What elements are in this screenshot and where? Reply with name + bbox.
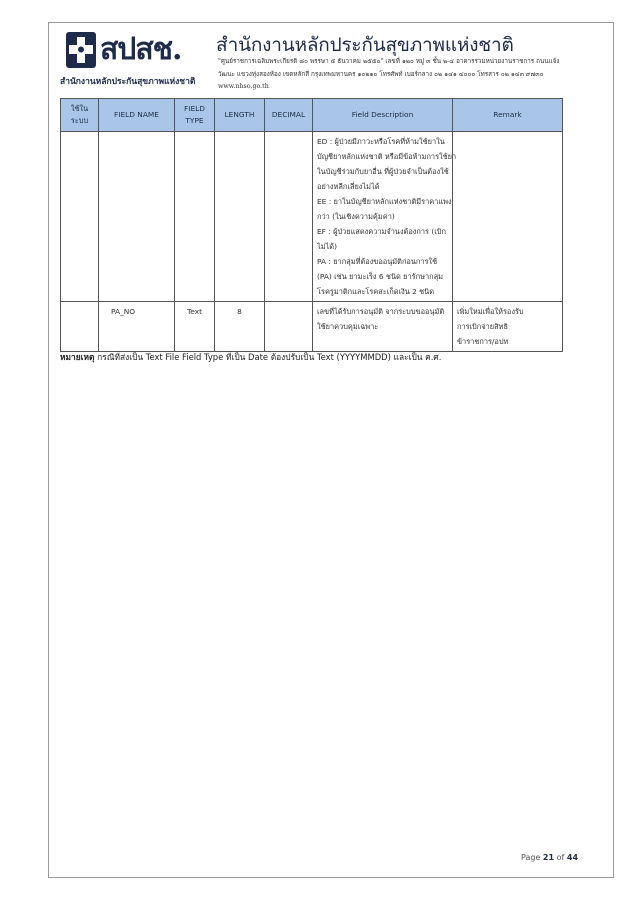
- col-header-description: Field Description: [313, 99, 453, 132]
- website-link[interactable]: www.nhso.go.th: [218, 83, 269, 90]
- cell-decimal: [265, 302, 313, 352]
- description-line: กว่า (ในเชิงความคุ้มค่า): [317, 212, 395, 221]
- logo-subtitle: สำนักงานหลักประกันสุขภาพแห่งชาติ: [60, 77, 196, 87]
- nhso-logo: [58, 28, 196, 90]
- page-indicator: [521, 853, 578, 862]
- cell-description: [313, 132, 457, 302]
- description-line: EE : ยาในบัญชียาหลักแห่งชาติมีราคาแพง: [317, 197, 452, 206]
- cell-field-type: [175, 132, 215, 302]
- description-line: (PA) เช่น ยามะเร็ง 6 ชนิด ยารักษากลุ่ม: [317, 272, 443, 281]
- page-of: of: [556, 853, 565, 862]
- page-number: 21: [542, 853, 555, 862]
- field-spec-table: [60, 98, 563, 352]
- col-header-length: LENGTH: [215, 99, 265, 132]
- remark-line: เพิ่มใหม่เพื่อให้รองรับ: [457, 307, 524, 316]
- description-line: ED : ผู้ป่วยมีภาวะหรือโรคที่ห้ามใช้ยาใน: [317, 137, 445, 146]
- page-total: 44: [566, 853, 579, 862]
- page-prefix: Page: [521, 853, 541, 862]
- description-line: เลขที่ได้รับการอนุมัติ จากระบบขออนุมัติ: [317, 307, 445, 316]
- cell-system: [61, 302, 99, 352]
- cell-field-name: [99, 132, 175, 302]
- footnote: [60, 350, 441, 364]
- cell-description: [313, 302, 453, 352]
- nhso-emblem-icon: [66, 32, 96, 68]
- col-header-decimal: DECIMAL: [265, 99, 313, 132]
- col-header-system: ใช้ใน ระบบ: [61, 99, 99, 132]
- cell-length: [215, 132, 265, 302]
- cell-remark: [453, 132, 563, 302]
- footnote-label: หมายเหตุ: [60, 352, 95, 362]
- description-line: ในบัญชีร่วมกับยาอื่น ที่ผู้ป่วยจำเป็นต้องใช้: [317, 167, 449, 176]
- description-line: โรครูมาติกและโรคสะเก็ดเงิน 2 ชนิด: [317, 287, 435, 296]
- cell-field-name: PA_NO: [99, 302, 175, 352]
- remark-line: การเบิกจ่ายสิทธิ: [457, 322, 508, 331]
- remark-line: ข้าราชการ/อปท: [457, 337, 509, 346]
- cell-field-type: Text: [175, 302, 215, 352]
- cell-system: [61, 132, 99, 302]
- col-header-field-type: FIELD TYPE: [175, 99, 215, 132]
- cell-length: 8: [215, 302, 265, 352]
- address-line-2: วัฒนะ แขวงทุ่งสองห้อง เขตหลักสี่ กรุงเทพมหานคร ๑๐๒๑๐ โทรศัพท์ เบอร์กลาง ๐๒ ๑๔๑ ๔๐๐๐ โทรสาร ๐๒ ๑๔๓ ๙๗๓๐: [218, 71, 544, 78]
- organization-title: สำนักงานหลักประกันสุขภาพแห่งชาติ: [216, 34, 514, 56]
- cell-decimal: [265, 132, 313, 302]
- description-line: ไม่ได้): [317, 242, 337, 251]
- table-header-row: [61, 99, 563, 132]
- table-row: [61, 302, 563, 352]
- description-line: ใช้ยาควบคุมเฉพาะ: [317, 322, 379, 331]
- description-line: EF : ผู้ป่วยแสดงความจำนงต้องการ (เบิก: [317, 227, 446, 236]
- col-header-field-name: FIELD NAME: [99, 99, 175, 132]
- description-line: อย่างหลีกเลี่ยงไม่ได้: [317, 182, 380, 191]
- description-line: PA : ยากลุ่มที่ต้องขออนุมัติก่อนการใช้: [317, 257, 438, 266]
- table-row: [61, 132, 563, 302]
- cell-remark: [453, 302, 563, 352]
- logo-text: สปสช.: [100, 32, 182, 67]
- description-line: บัญชียาหลักแห่งชาติ หรือมีข้อห้ามการใช้ยา: [317, 152, 457, 161]
- footnote-text: กรณีที่ส่งเป็น Text File Field Type ที่เป็น Date ต้องปรับเป็น Text (YYYYMMDD) และเป็น ค.ศ.: [94, 352, 442, 362]
- col-header-remark: Remark: [453, 99, 563, 132]
- address-line-1: "ศูนย์ราชการเฉลิมพระเกียรติ ๘๐ พรรษา ๕ ธันวาคม ๒๕๕๐" เลขที่ ๑๒๐ หมู่ ๓ ชั้น ๒-๔ อาคารรวมหน่วยงานราชการ ถนนแจ้ง: [218, 58, 560, 65]
